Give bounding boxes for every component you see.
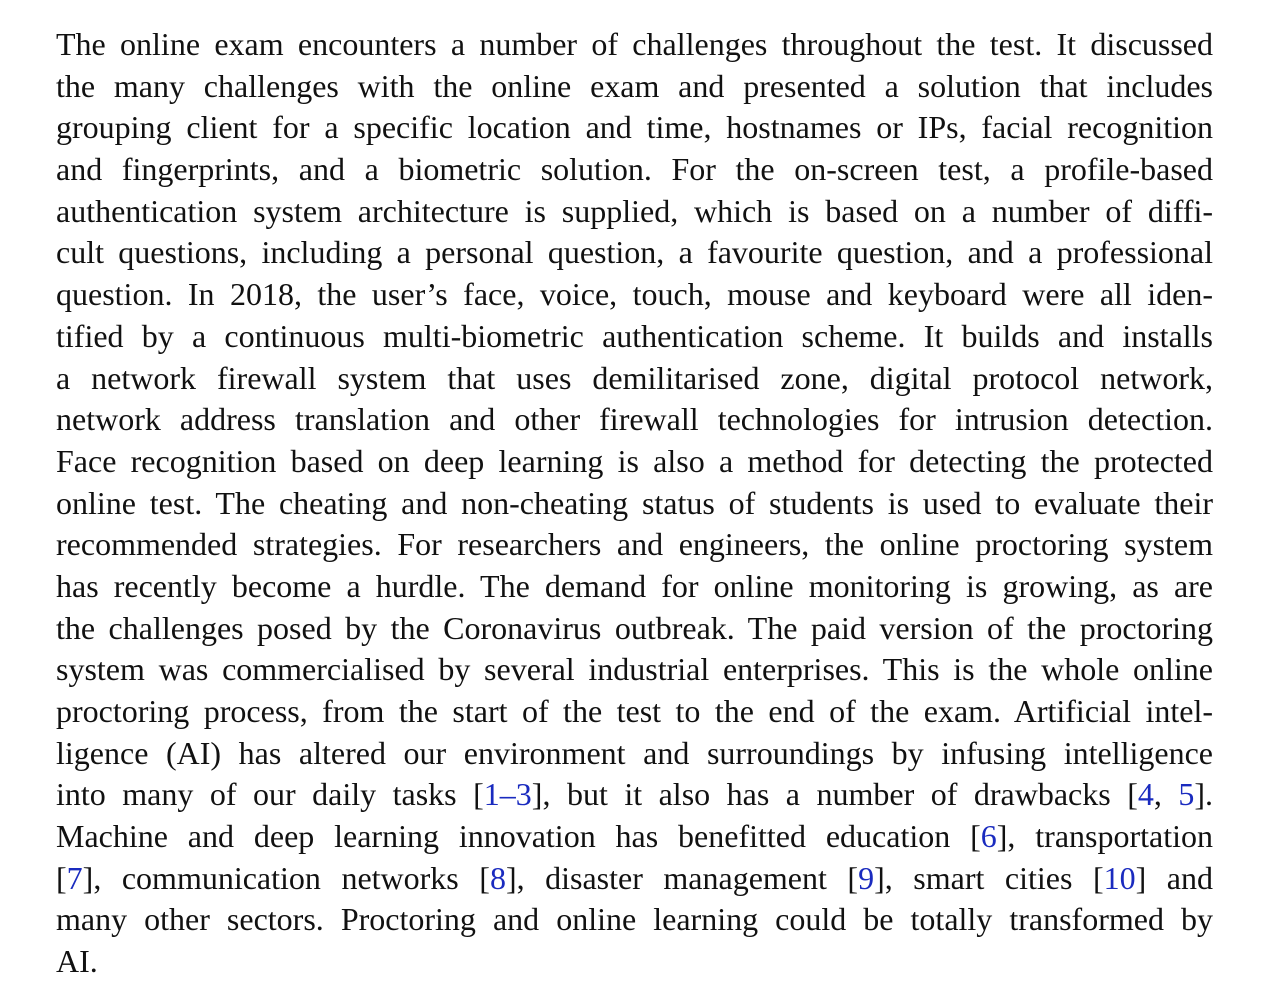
paragraph-line: the many challenges with the online exam and presented a solution that includes: [56, 67, 1213, 104]
line-text: ,: [1153, 776, 1179, 813]
line-text: ], but it also has a number of drawbacks [: [531, 776, 1138, 813]
line-text: ], transportation: [996, 818, 1214, 855]
line-text: into many of our daily tasks [: [56, 776, 484, 813]
paragraph-line: proctoring process, from the start of the test to the end of the exam. Artificial intel-: [56, 693, 1213, 729]
citation-link[interactable]: 7: [66, 859, 83, 896]
citation-link[interactable]: 6: [980, 818, 997, 855]
line-text: Machine and deep learning innovation has benefitted education [: [56, 818, 981, 855]
citation-link[interactable]: 4: [1137, 776, 1154, 813]
paragraph-line: recommended strategies. For researchers and engineers, the online proctoring system: [56, 526, 1213, 563]
line-text: ].: [1194, 776, 1214, 813]
citation-link[interactable]: 8: [489, 859, 506, 896]
paragraph-line: and fingerprints, and a biometric solution. For the on-screen test, a profile-based: [56, 151, 1213, 188]
paragraph-line: [56, 774, 1213, 816]
paragraph-line: has recently become a hurdle. The demand for online monitoring is growing, as are: [56, 567, 1213, 604]
paragraph-line: cult questions, including a personal question, a favourite question, and a professional: [56, 234, 1213, 271]
paragraph-line: a network firewall system that uses demilitarised zone, digital protocol network,: [56, 359, 1213, 396]
line-text: ], disaster management [: [505, 859, 859, 896]
paragraph-line: The online exam encounters a number of challenges throughout the test. It discussed: [56, 26, 1213, 62]
line-text: [: [56, 859, 67, 896]
paragraph-line: question. In 2018, the user’s face, voice, touch, mouse and keyboard were all iden-: [56, 276, 1213, 313]
paragraph-line: many other sectors. Proctoring and online learning could be totally transformed by: [56, 901, 1213, 938]
citation-link[interactable]: 1–3: [483, 776, 532, 813]
citation-link[interactable]: 9: [858, 859, 875, 896]
line-text: ] and: [1135, 859, 1213, 896]
paragraph-line: [56, 858, 1213, 900]
citation-link[interactable]: 5: [1178, 776, 1195, 813]
paragraph-line: online test. The cheating and non-cheating status of students is used to evaluate their: [56, 484, 1213, 521]
paragraph-line: authentication system architecture is supplied, which is based on a number of diffi-: [56, 192, 1213, 229]
paragraph-line: the challenges posed by the Coronavirus outbreak. The paid version of the proctoring: [56, 609, 1213, 646]
paragraph-line: tified by a continuous multi-biometric authentication scheme. It builds and installs: [56, 317, 1213, 354]
paragraph-line: AI.: [56, 943, 98, 980]
paragraph-line: [56, 816, 1213, 858]
paragraph-line: ligence (AI) has altered our environment and surroundings by infusing intelligence: [56, 734, 1213, 771]
paper-paragraph: [56, 24, 1213, 983]
citation-link[interactable]: 10: [1103, 859, 1136, 896]
paragraph-line: network address translation and other firewall technologies for intrusion detection.: [56, 401, 1213, 438]
line-text: ], communication networks [: [82, 859, 490, 896]
line-text: ], smart cities [: [874, 859, 1104, 896]
paragraph-line: Face recognition based on deep learning is also a method for detecting the protected: [56, 442, 1213, 479]
paragraph-line: grouping client for a specific location and time, hostnames or IPs, facial recognition: [56, 109, 1213, 146]
paragraph-line: system was commercialised by several industrial enterprises. This is the whole online: [56, 651, 1213, 688]
